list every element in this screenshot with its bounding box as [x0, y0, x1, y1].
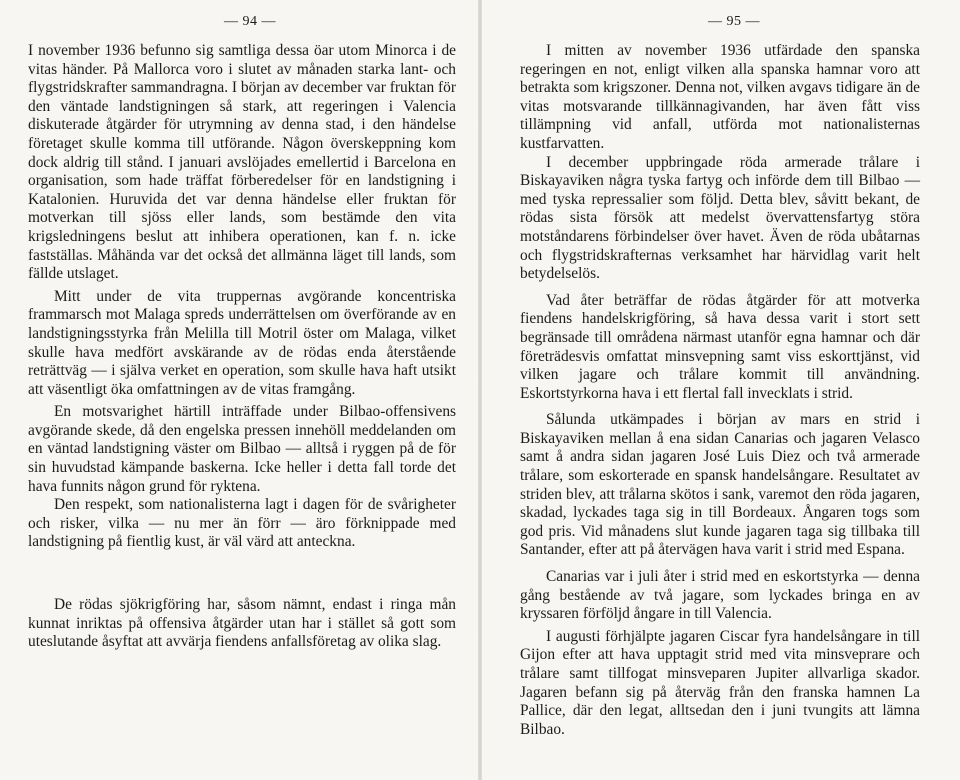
paragraph: Den respekt, som nationalisterna lagt i dagen för de svårigheter och risker, vilka — nu mer än förr — äro förknippade med landstigning på fientlig kust, är väl värd att anteckna. — [28, 496, 456, 551]
paragraph: De rödas sjökrigföring har, såsom nämnt, endast i ringa mån kunnat inriktas på offensiva åtgärder utan har i stället så gott som uteslutande åsyftat att avvärja fiendens anfallsföretag av olika slag. — [28, 596, 456, 651]
paragraph: I augusti förhjälpte jagaren Ciscar fyra handelsångare in till Gijon efter att hava upptagit strid med vita minsveprare och trålare samt tillfogat minsveparen Jupiter allvarliga skador. Jagaren befann sig på återväg från den franska hamnen La Pallice, där den legat, alltsedan den i juni tvungits att lämna Bilbao. — [520, 627, 920, 738]
paragraph: Vad åter beträffar de rödas åtgärder för att motverka fiendens handelskrigföring, så hava dessa varit i stort sett begränsade till områdena närmast utanför egna hamnar och där företrädesvis omfattat minsvepning samt viss eskorttjänst, vid vilken jagare och trålare kommit till användning. Eskortstyrkorna hava i ett flertal fall invecklats i strid. — [520, 291, 920, 402]
paragraph: Mitt under de vita truppernas avgörande koncentriska frammarsch mot Malaga spreds underrättelsen om överförande av en landstigningsstyrka från Melilla till Motril öster om Malaga, vilket skulle hava medfört avskärande av de rödas enda återstående reträttväg — i själva verket en operation, som skulle hava haft utsikt att väsentligt öka omfattningen av de vitas framgång. — [28, 287, 456, 398]
paragraph: I december uppbringade röda armerade trålare i Biskayaviken några tyska fartyg och införde dem till Bilbao — med tyska repressalier som följd. Detta blev, såvitt bekant, de rödas sista försök att medelst övervattensfartyg störa motståndarens förbindelser över havet. Även de röda ubåtarnas och flygstridskrafternas verksamhet har härvidlag varit helt betydelselös. — [520, 153, 920, 283]
paragraph: Sålunda utkämpades i början av mars en strid i Biskayaviken mellan å ena sidan Canarias och jagaren Velasco samt å andra sidan jagaren José Luis Diez och två armerade trålare, som eskorterade en spansk handelsångare. Resultatet av striden blev, att trålarna skötos i sank, varemot den röda jagaren, skadad, lyckades taga sig in till Bordeaux. Ångaren togs som god pris. Vid månadens slut kunde jagaren taga sig tillbaka till Santander, efter att på återvägen hava varit i strid med Espana. — [520, 411, 920, 559]
page-number: — 95 — — [708, 14, 760, 29]
paragraph: I november 1936 befunno sig samtliga dessa öar utom Minorca i de vitas händer. På Mallorca voro i slutet av månaden starka lant- och flygstridskrafter sammandragna. I början av december var fruktan för den väntade landstigningen så stark, att regeringen i Valencia diskuterade åtgärder för utrymning av denna stad, i den händelse företaget skulle komma till utförande. Någon överskeppning kom dock aldrig till stånd. I januari avslöjades emellertid i Barcelona en organisation, som hade träffat förberedelser för en landstigning i Katalonien. Huruvida det var denna händelse eller fruktan för motverkan till sjöss eller lands, som bestämde den vita krigsledningens beslut att inhibera operationen, kan f. n. icke fastställas. Måhända var det också det allmänna läget till lands, som fällde utslaget. — [28, 42, 456, 283]
paragraph: Canarias var i juli åter i strid med en eskortstyrka — denna gång bestående av två jagare, som lyckades bringa en av kryssaren förföljd ångare in till Valencia. — [520, 568, 920, 623]
page-number: — 94 — — [224, 14, 276, 29]
paragraph: I mitten av november 1936 utfärdade den spanska regeringen en not, enligt vilken alla spanska hamnar voro att betrakta som krigszoner. Denna not, vilken avgavs tidigare än de vitas motsvarande tillkännagivanden, har även fått viss tillämpning vid anfall, utförda mot nationalisternas kustfarvatten. — [520, 42, 920, 152]
right-page — [480, 0, 960, 780]
paragraph: En motsvarighet härtill inträffade under Bilbao-offensivens avgörande skede, då den engelska pressen innehöll meddelanden om en väntad landstigning väster om Bilbao — alltså i ryggen på de för sin huvudstad kämpande baskerna. Icke heller i detta fall torde det hava funnits någon grund för ryktena. — [28, 403, 456, 495]
